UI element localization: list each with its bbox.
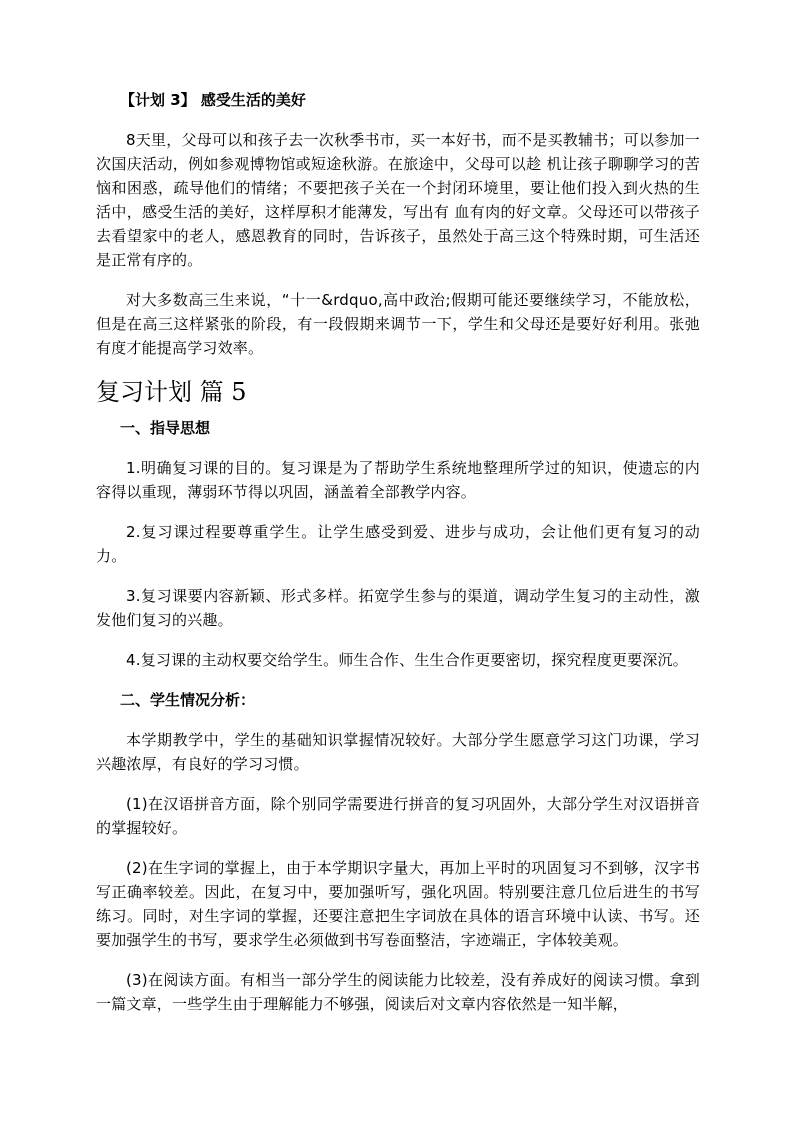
- part2-heading: 二、学生情况分析：: [120, 691, 256, 709]
- plan3-paragraph-2: 对大多数高三生来说，“十一&rdquo,高中政治;假期可能还要继续学习，不能放松，但是在高三这样紧张的阶段，有一段假期来调节一下，学生和父母还是要好好利用。张弛有度才能提高学习效率。: [96, 291, 700, 357]
- plan3-heading: 【计划 3】 感受生活的美好: [120, 91, 306, 109]
- part1-item-1: 1.明确复习课的目的。复习课是为了帮助学生系统地整理所学过的知识，使遗忘的内容得以重现，薄弱环节得以巩固，涵盖着全部教学内容。: [96, 459, 700, 501]
- part2-item-1: 本学期教学中，学生的基础知识掌握情况较好。大部分学生愿意学习这门功课，学习兴趣浓厚，有良好的学习习惯。: [96, 731, 700, 773]
- part1-item-4: 4.复习课的主动权要交给学生。师生合作、生生合作更要密切，探究程度更要深沉。: [126, 651, 688, 669]
- part2-item-4: (3)在阅读方面。有相当一部分学生的阅读能力比较差，没有养成好的阅读习惯。拿到一篇文章，一些学生由于理解能力不够强，阅读后对文章内容依然是一知半解，: [96, 971, 700, 1013]
- part2-item-2: (1)在汉语拼音方面，除个别同学需要进行拼音的复习巩固外，大部分学生对汉语拼音的掌握较好。: [96, 795, 700, 837]
- part1-item-2: 2.复习课过程要尊重学生。让学生感受到爱、进步与成功，会让他们更有复习的动力。: [96, 523, 700, 565]
- plan3-paragraph-1: 8天里，父母可以和孩子去一次秋季书市，买一本好书，而不是买教辅书；可以参加一次国庆活动，例如参观博物馆或短途秋游。在旅途中，父母可以趁 机让孩子聊聊学习的苦恼和困惑，疏导他们的情绪；不要把孩子关在一个封闭环境里，要让他们投入到火热的生活中，感受生活的美好，这样厚积才能薄发，写出有 血有肉的好文章。父母还可以带孩子去看望家中的老人，感恩教育的同时，告诉孩子，虽然处于高三这个特殊时期，可生活还是正常有序的。: [96, 131, 700, 269]
- part1-heading: 一、指导思想: [120, 419, 211, 437]
- document-page: [96, 88, 700, 1016]
- part2-item-3: (2)在生字词的掌握上，由于本学期识字量大，再加上平时的巩固复习不到够，汉字书写正确率较差。因此，在复习中，要加强听写，强化巩固。特别要注意几位后进生的书写练习。同时，对生字词的掌握，还要注意把生字词放在具体的语言环境中认读、书写。还要加强学生的书写，要求学生必须做到书写卷面整洁，字迹端正，字体较美观。: [96, 859, 700, 949]
- section-title: 复习计划 篇 5: [96, 378, 247, 406]
- part1-item-3: 3.复习课要内容新颖、形式多样。拓宽学生参与的渠道，调动学生复习的主动性，激发他们复习的兴趣。: [96, 587, 700, 629]
